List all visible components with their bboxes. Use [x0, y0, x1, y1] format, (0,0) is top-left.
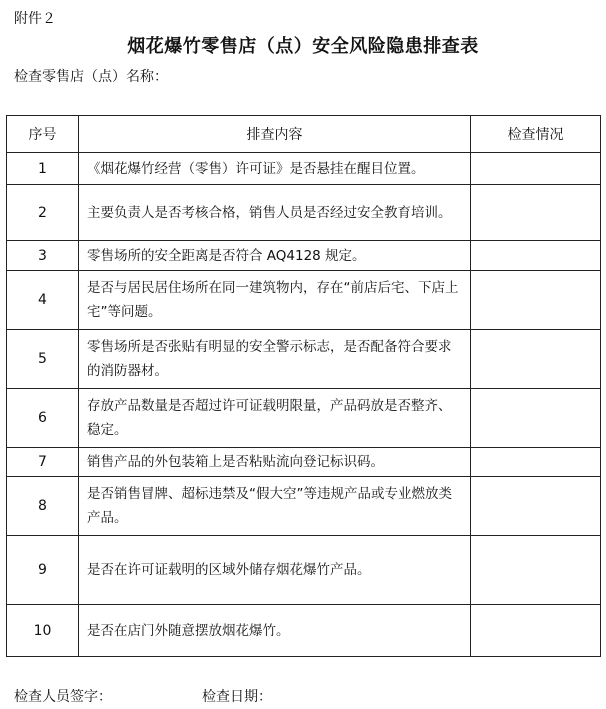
- shop-name-label: 检查零售店（点）名称：: [14, 69, 168, 85]
- row-content: 主要负责人是否考核合格，销售人员是否经过安全教育培训。: [79, 185, 471, 241]
- signer-label: 检查人员签字：: [14, 689, 112, 705]
- table-row: [7, 241, 601, 271]
- row-content: 销售产品的外包装箱上是否粘贴流向登记标识码。: [79, 448, 471, 477]
- table-row: [7, 448, 601, 477]
- row-result-cell[interactable]: [471, 241, 601, 271]
- row-index: 2: [7, 185, 79, 241]
- row-result-cell[interactable]: [471, 389, 601, 448]
- row-result-cell[interactable]: [471, 536, 601, 605]
- table-row: [7, 330, 601, 389]
- row-result-cell[interactable]: [471, 477, 601, 536]
- page-title: 烟花爆竹零售店（点）安全风险隐患排查表: [127, 36, 479, 57]
- row-content: 是否与居民居住场所在同一建筑物内，存在“前店后宅、下店上宅”等问题。: [79, 271, 471, 330]
- header-content: 排查内容: [79, 116, 471, 153]
- row-content: 零售场所是否张贴有明显的安全警示标志，是否配备符合要求的消防器材。: [79, 330, 471, 389]
- table-row: [7, 605, 601, 657]
- row-content: 零售场所的安全距离是否符合 AQ4128 规定。: [79, 241, 471, 271]
- row-index: 4: [7, 271, 79, 330]
- row-index: 7: [7, 448, 79, 477]
- header-result: 检查情况: [471, 116, 601, 153]
- table-row: [7, 389, 601, 448]
- row-result-cell[interactable]: [471, 185, 601, 241]
- row-content: 是否在许可证载明的区域外储存烟花爆竹产品。: [79, 536, 471, 605]
- row-content: 是否在店门外随意摆放烟花爆竹。: [79, 605, 471, 657]
- row-content: 是否销售冒牌、超标违禁及“假大空”等违规产品或专业燃放类产品。: [79, 477, 471, 536]
- table-header-row: [7, 116, 601, 153]
- table-row: [7, 271, 601, 330]
- row-content: 存放产品数量是否超过许可证载明限量，产品码放是否整齐、稳定。: [79, 389, 471, 448]
- header-index: 序号: [7, 116, 79, 153]
- table-row: [7, 153, 601, 185]
- row-index: 1: [7, 153, 79, 185]
- row-index: 8: [7, 477, 79, 536]
- row-result-cell[interactable]: [471, 271, 601, 330]
- row-result-cell[interactable]: [471, 330, 601, 389]
- row-index: 5: [7, 330, 79, 389]
- row-result-cell[interactable]: [471, 153, 601, 185]
- row-content: 《烟花爆竹经营（零售）许可证》是否悬挂在醒目位置。: [79, 153, 471, 185]
- date-label: 检查日期：: [202, 689, 272, 705]
- inspection-table: [6, 115, 601, 657]
- annex-label: 附件２: [14, 11, 56, 27]
- table-row: [7, 185, 601, 241]
- row-index: 9: [7, 536, 79, 605]
- row-index: 6: [7, 389, 79, 448]
- row-result-cell[interactable]: [471, 448, 601, 477]
- table-row: [7, 477, 601, 536]
- row-result-cell[interactable]: [471, 605, 601, 657]
- table-row: [7, 536, 601, 605]
- row-index: 3: [7, 241, 79, 271]
- row-index: 10: [7, 605, 79, 657]
